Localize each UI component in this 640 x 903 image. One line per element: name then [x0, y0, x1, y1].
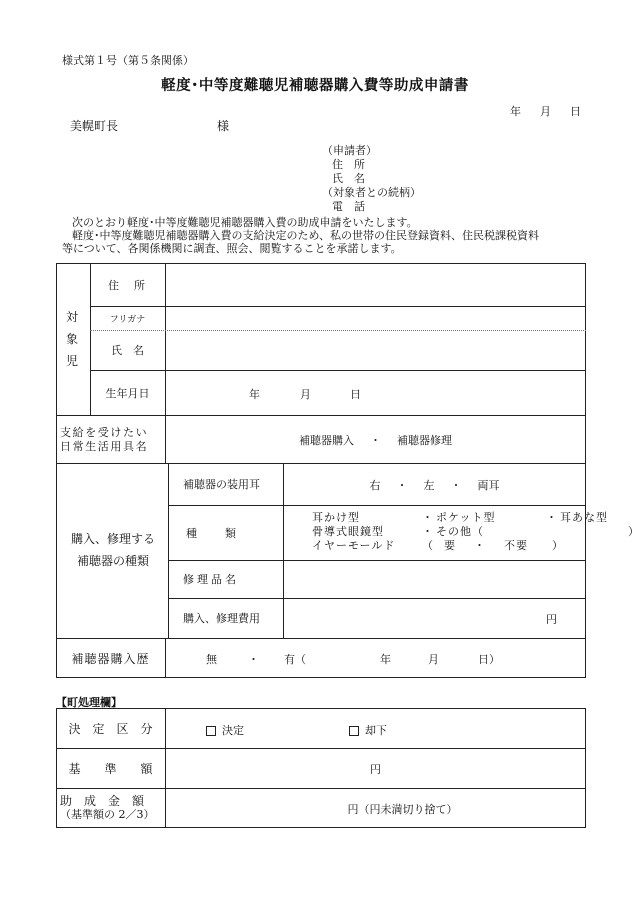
reject-checkbox[interactable] — [349, 726, 359, 736]
base-unit: 円 — [370, 762, 381, 776]
type-bone-glasses[interactable]: 骨導式眼鏡型 — [312, 525, 384, 538]
base-label: 基 準 額 — [68, 761, 153, 776]
history-label: 補聴器購入歴 — [71, 651, 150, 666]
applicant-name-label: 氏 名 — [332, 172, 365, 185]
type-row-1 — [312, 511, 640, 525]
applicant-phone-label: 電 話 — [332, 200, 365, 213]
supply-option-repair[interactable]: 補聴器修理 — [397, 433, 452, 447]
type-other-close: ） — [628, 525, 640, 538]
intro-line-1: 次のとおり軽度･中等度難聴児補聴器購入費の助成申請をいたします。 — [72, 216, 418, 229]
birth-year-label: 年 — [249, 388, 260, 401]
subject-furigana-label: フリガナ — [109, 314, 146, 325]
date-month: 月 — [540, 105, 551, 118]
applicant-address-label: 住 所 — [332, 158, 365, 171]
type-earmold-open: （ — [422, 539, 434, 552]
ear-sep-2: ・ — [450, 478, 462, 492]
subject-name-field[interactable] — [166, 331, 585, 370]
grant-field[interactable] — [166, 789, 585, 828]
subject-label: 対象児 — [65, 310, 78, 368]
birth-day-label: 日 — [350, 388, 361, 401]
type-earmold-need[interactable]: 要 — [444, 539, 456, 552]
decision-label: 決 定 区 分 — [68, 721, 153, 736]
history-year: 年 — [380, 653, 391, 666]
decide-option[interactable] — [206, 722, 244, 738]
repair-field[interactable] — [284, 561, 585, 598]
history-day: 日） — [478, 653, 500, 666]
supply-options[interactable] — [166, 416, 585, 463]
type-earmold-close: ） — [552, 539, 564, 552]
supply-label-line1: 支給を受けたい — [60, 426, 149, 439]
ear-label: 補聴器の装用耳 — [183, 478, 260, 491]
supply-option-buy[interactable]: 補聴器購入 — [299, 433, 354, 447]
ear-both[interactable]: 両耳 — [477, 478, 500, 492]
history-field[interactable] — [166, 639, 585, 678]
grant-unit: 円（円未満切り捨て） — [347, 802, 458, 816]
ear-left[interactable]: 左 — [423, 478, 435, 492]
ear-right[interactable]: 右 — [369, 478, 381, 492]
cost-unit: 円 — [546, 612, 557, 626]
supply-separator: ・ — [370, 433, 381, 447]
applicant-header: （申請者） — [322, 144, 377, 157]
decide-checkbox[interactable] — [206, 726, 216, 736]
base-field[interactable] — [166, 749, 585, 788]
subject-birth-label: 生年月日 — [105, 386, 150, 400]
grant-label-line2: （基準額の 2／3） — [60, 808, 155, 821]
type-earmold-sep: ・ — [474, 539, 486, 552]
type-row-2 — [312, 525, 640, 539]
date-day: 日 — [570, 105, 581, 118]
type-row-3 — [312, 539, 640, 553]
type-earmold-not-need[interactable]: 不要 — [504, 539, 528, 552]
subject-address-label: 住 所 — [108, 278, 147, 292]
type-other-blank — [546, 525, 560, 539]
hearing-aid-group-line2: 補聴器の種類 — [76, 554, 149, 568]
type-options[interactable] — [312, 511, 640, 553]
grant-label-line1: 助 成 金 額 — [60, 794, 145, 808]
office-header: 【町処理欄】 — [56, 696, 122, 709]
history-month: 月 — [428, 653, 439, 666]
decide-text: 決定 — [222, 724, 244, 737]
subject-birth-field[interactable] — [166, 371, 585, 415]
applicant-relation-label: （対象者との続柄） — [322, 186, 421, 199]
subject-name-label: 氏 名 — [111, 344, 144, 357]
type-sep-1: ・ — [422, 511, 434, 524]
ear-options[interactable] — [284, 464, 585, 505]
type-pocket[interactable]: ポケット型 — [436, 511, 496, 524]
supply-label-line2: 日常生活用具名 — [60, 440, 149, 453]
hearing-aid-group-label — [60, 520, 166, 580]
supply-label — [60, 422, 164, 458]
cost-field[interactable] — [284, 599, 585, 638]
type-label: 種 類 — [186, 526, 238, 540]
date-year: 年 — [510, 105, 521, 118]
reject-option[interactable] — [349, 722, 387, 738]
repair-label: 修理品名 — [183, 573, 239, 586]
type-earmold: イヤーモールド — [312, 539, 396, 552]
form-number: 様式第１号（第５条関係） — [62, 54, 194, 67]
birth-month-label: 月 — [300, 388, 311, 401]
type-other[interactable]: その他（ — [436, 525, 484, 538]
reject-text: 却下 — [365, 724, 387, 737]
history-none[interactable]: 無 — [206, 653, 217, 666]
addressee-honorific: 様 — [217, 119, 230, 133]
history-yes[interactable]: 有（ — [284, 653, 306, 666]
subject-furigana-field[interactable] — [166, 307, 585, 330]
subject-address-field[interactable] — [166, 264, 585, 306]
addressee-name: 美幌町長 — [70, 119, 119, 133]
grant-label — [60, 788, 164, 828]
cost-label: 購入、修理費用 — [183, 612, 260, 625]
intro-line-3: 等について、各関係機関に調査、照会、閲覧することを承諾します。 — [62, 242, 402, 255]
intro-line-2: 軽度･中等度難聴児補聴器購入費の支給決定のため、私の世帯の住民登録資料、住民税課税資料 — [72, 229, 540, 242]
page-title: 軽度･中等度難聴児補聴器購入費等助成申請書 — [161, 78, 469, 94]
history-sep: ・ — [248, 653, 259, 666]
ear-sep-1: ・ — [396, 478, 408, 492]
hearing-aid-group-line1: 購入、修理する — [70, 532, 155, 546]
type-ear-hook[interactable]: 耳かけ型 — [312, 511, 360, 524]
type-sep-3: ・ — [422, 525, 434, 538]
type-in-ear[interactable]: 耳あな型 — [560, 511, 608, 524]
decision-field — [166, 709, 585, 748]
type-sep-2: ・ — [546, 511, 558, 524]
